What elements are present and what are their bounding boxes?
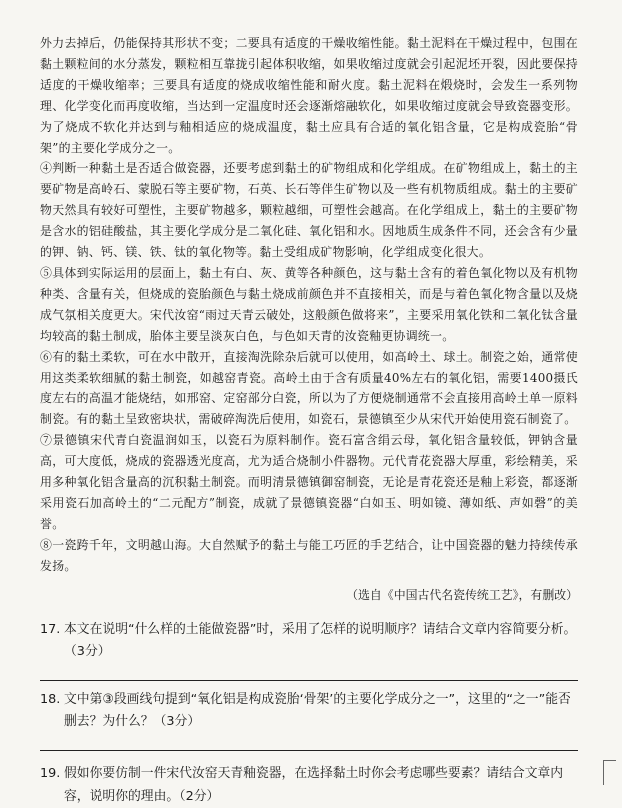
article-source: （选自《中国古代名瓷传统工艺》，有删改） (346, 587, 578, 602)
article (40, 33, 578, 605)
paragraph-5: ⑤具体到实际运用的层面上，黏土有白、灰、黄等各种颜色，这与黏土含有的着色氧化物以及有机物种类、含量有关，但烧成的瓷胎颜色与黏土烧成前颜色并不直接相关，而是与着色氧化物含量以及烧成气氛相关度更大。宋代汝窑“雨过天青云破处，这般颜色做将来”，主要采用氧化铁和二氧化钛含量均较高的黏土制成，胎体主要呈淡灰白色，与色如天青的汝瓷釉更协调统一。 (40, 265, 578, 343)
question-17 (40, 619, 578, 664)
answer-line-18[interactable] (40, 750, 578, 751)
paragraph-4: ④判断一种黏土是否适合做瓷器，还要考虑到黏土的矿物组成和化学组成。在矿物组成上，黏土的主要矿物是高岭石、蒙脱石等主要矿物，石英、长石等伴生矿物以及一些有机物质组成。黏土的主要矿物天然具有较好可塑性，主要矿物越多，颗粒越细，可塑性会越高。在化学组成上，黏土的主要矿物是含水的铝硅酸盐，其主要化学成分是二氧化硅、氧化铝和水。因地质生成条件不同，还会含有少量的钾、钠、钙、镁、铁、钛的氧化物等。黏土受组成矿物影响，化学组成变化很大。 (40, 161, 578, 260)
question-number: 19. (40, 765, 61, 781)
question-text: 假如你要仿制一件宋代汝窑天青釉瓷器，在选择黏土时你会考虑哪些要素？请结合文章内容，说明你的理由。（2分） (64, 765, 564, 804)
question-text: 文中第③段画线句提到“氧化铝是构成瓷胎‘骨架’的主要化学成分之一”，这里的“之一”能否删去？为什么？（3分） (64, 691, 571, 730)
question-text: 本文在说明“什么样的土能做瓷器”时，采用了怎样的说明顺序？请结合文章内容简要分析。（3分） (64, 621, 577, 660)
question-18 (40, 689, 578, 734)
question-19 (40, 763, 578, 808)
paragraph-3-continued: 外力去掉后，仍能保持其形状不变；二要具有适度的干燥收缩性能。黏土泥料在干燥过程中，包围在黏土颗粒间的水分蒸发，颗粒相互靠拢引起体积收缩，如果收缩过度就会引起泥坯开裂，因此要保持适度的干燥收缩率；三要具有适度的烧成收缩性能和耐火度。黏土泥料在煅烧时，会发生一系列物理、化学变化而再度收缩，当达到一定温度时还会逐渐熔融软化，如果收缩过度就会导致瓷器变形。为了烧成不软化并达到与釉相适应的烧成温度，黏土应具有合适的氧化铝含量，它是构成瓷胎“骨架”的主要化学成分之一。 (40, 36, 578, 155)
scan-corner-mark (603, 760, 616, 785)
answer-line-17[interactable] (40, 680, 578, 681)
question-number: 18. (40, 691, 61, 707)
paragraph-8: ⑧一瓷跨千年，文明越山海。大自然赋予的黏土与能工巧匠的手艺结合，让中国瓷器的魅力持续传承发扬。 (40, 537, 578, 573)
question-number: 17. (40, 621, 61, 637)
question-list (40, 619, 578, 808)
paragraph-6: ⑥有的黏土柔软，可在水中散开，直接淘洗除杂后就可以使用，如高岭土、球土。制瓷之始，通常使用这类柔软细腻的黏土制瓷，如越窑青瓷。高岭土由于含有质量40%左右的氧化铝，需要1400摄氏度左右的高温才能烧结，如邢窑、定窑部分白瓷，所以为了方便烧制通常不会直接用高岭土单一原料制瓷。有的黏土呈致密块状，需破碎淘洗后使用，如瓷石，景德镇至少从宋代开始使用瓷石制瓷了。 (40, 349, 578, 427)
paragraph-7: ⑦景德镇宋代青白瓷温润如玉，以瓷石为原料制作。瓷石富含绢云母，氧化铝含量较低，钾钠含量高，可大度低，烧成的瓷器透光度高，尤为适合烧制小件器物。元代青花瓷器大厚重，彩绘精美，采用多种氧化铝含量高的沉积黏土制瓷。而明清景德镇御窑制瓷，无论是青花瓷还是釉上彩瓷，都逐渐采用瓷石加高岭土的“二元配方”制瓷，成就了景德镇瓷器“白如玉、明如镜、薄如纸、声如磬”的美誉。 (40, 433, 578, 531)
